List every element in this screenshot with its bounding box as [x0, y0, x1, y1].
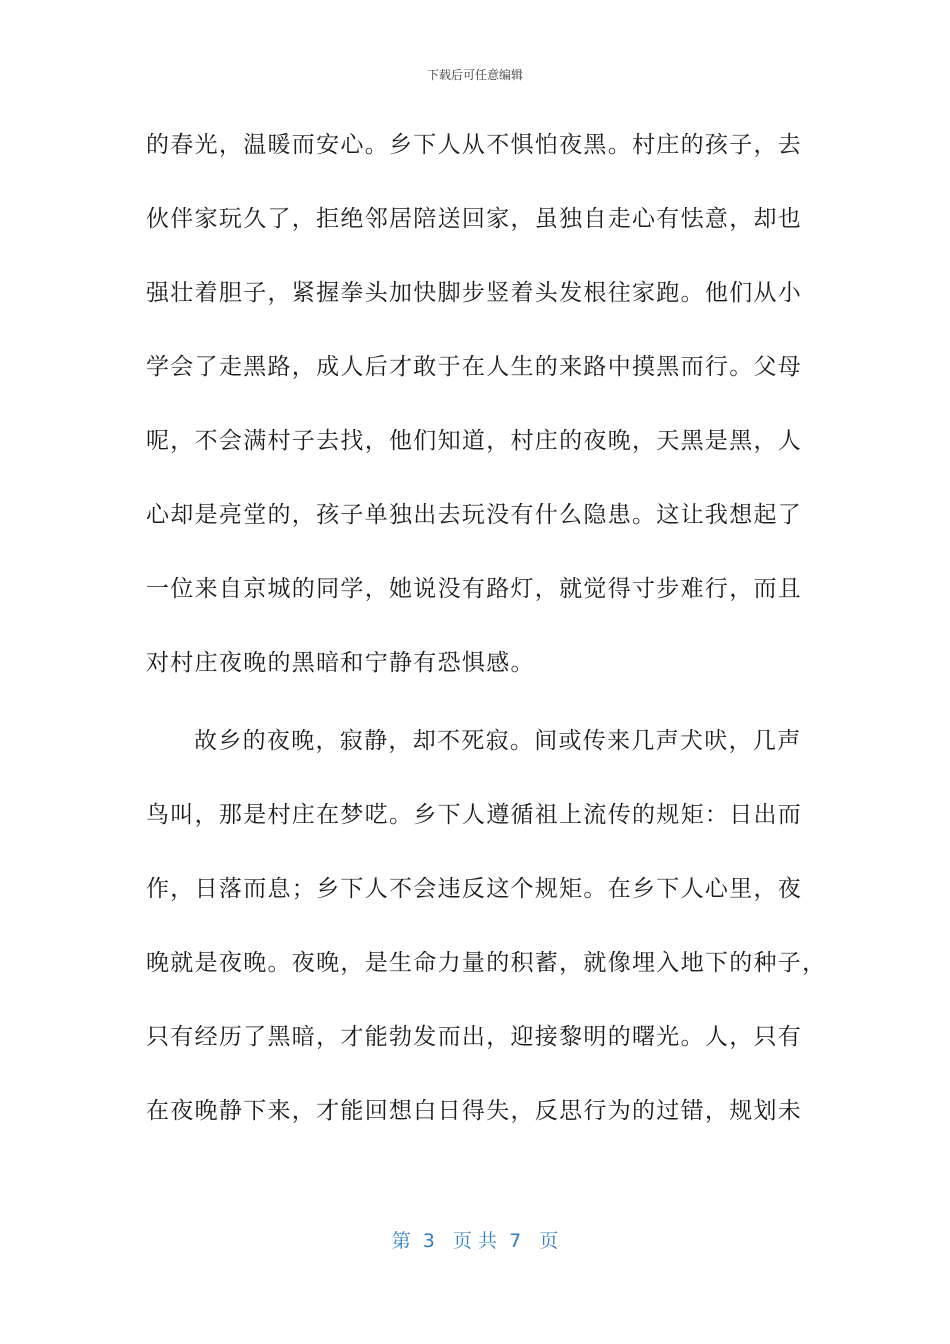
text-line: 伙伴家玩久了，拒绝邻居陪送回家，虽独自走心有怯意，却也: [146, 206, 803, 232]
text-line: 鸟叫，那是村庄在梦呓。乡下人遵循祖上流传的规矩：日出而: [146, 802, 803, 828]
text-line: 强壮着胆子，紧握拳头加快脚步竖着头发根往家跑。他们从小: [146, 280, 803, 306]
text-line: 呢，不会满村子去找，他们知道，村庄的夜晚，天黑是黑，人: [146, 428, 803, 454]
text-line: 对村庄夜晚的黑暗和宁静有恐惧感。: [146, 650, 535, 676]
text-line: 作，日落而息；乡下人不会违反这个规矩。在乡下人心里，夜: [146, 876, 803, 902]
page-number: 第 3 页 共 7 页: [391, 1230, 559, 1252]
text-line: 学会了走黑路，成人后才敢于在人生的来路中摸黑而行。父母: [146, 354, 803, 380]
text-line: 一位来自京城的同学，她说没有路灯，就觉得寸步难行，而且: [146, 576, 803, 602]
text-line: 只有经历了黑暗，才能勃发而出，迎接黎明的曙光。人，只有: [146, 1024, 803, 1050]
header-note: 下载后可任意编辑: [426, 68, 523, 82]
paragraph-first-line: 故乡的夜晚，寂静，却不死寂。间或传来几声犬吠，几声: [194, 728, 802, 754]
text-line: 在夜晚静下来，才能回想白日得失，反思行为的过错，规划未: [146, 1098, 803, 1124]
text-line: 的春光，温暖而安心。乡下人从不惧怕夜黑。村庄的孩子，去: [146, 132, 803, 158]
text-line: 心却是亮堂的，孩子单独出去玩没有什么隐患。这让我想起了: [146, 502, 803, 528]
text-line: 晚就是夜晚。夜晚，是生命力量的积蓄，就像埋入地下的种子，: [146, 950, 827, 976]
